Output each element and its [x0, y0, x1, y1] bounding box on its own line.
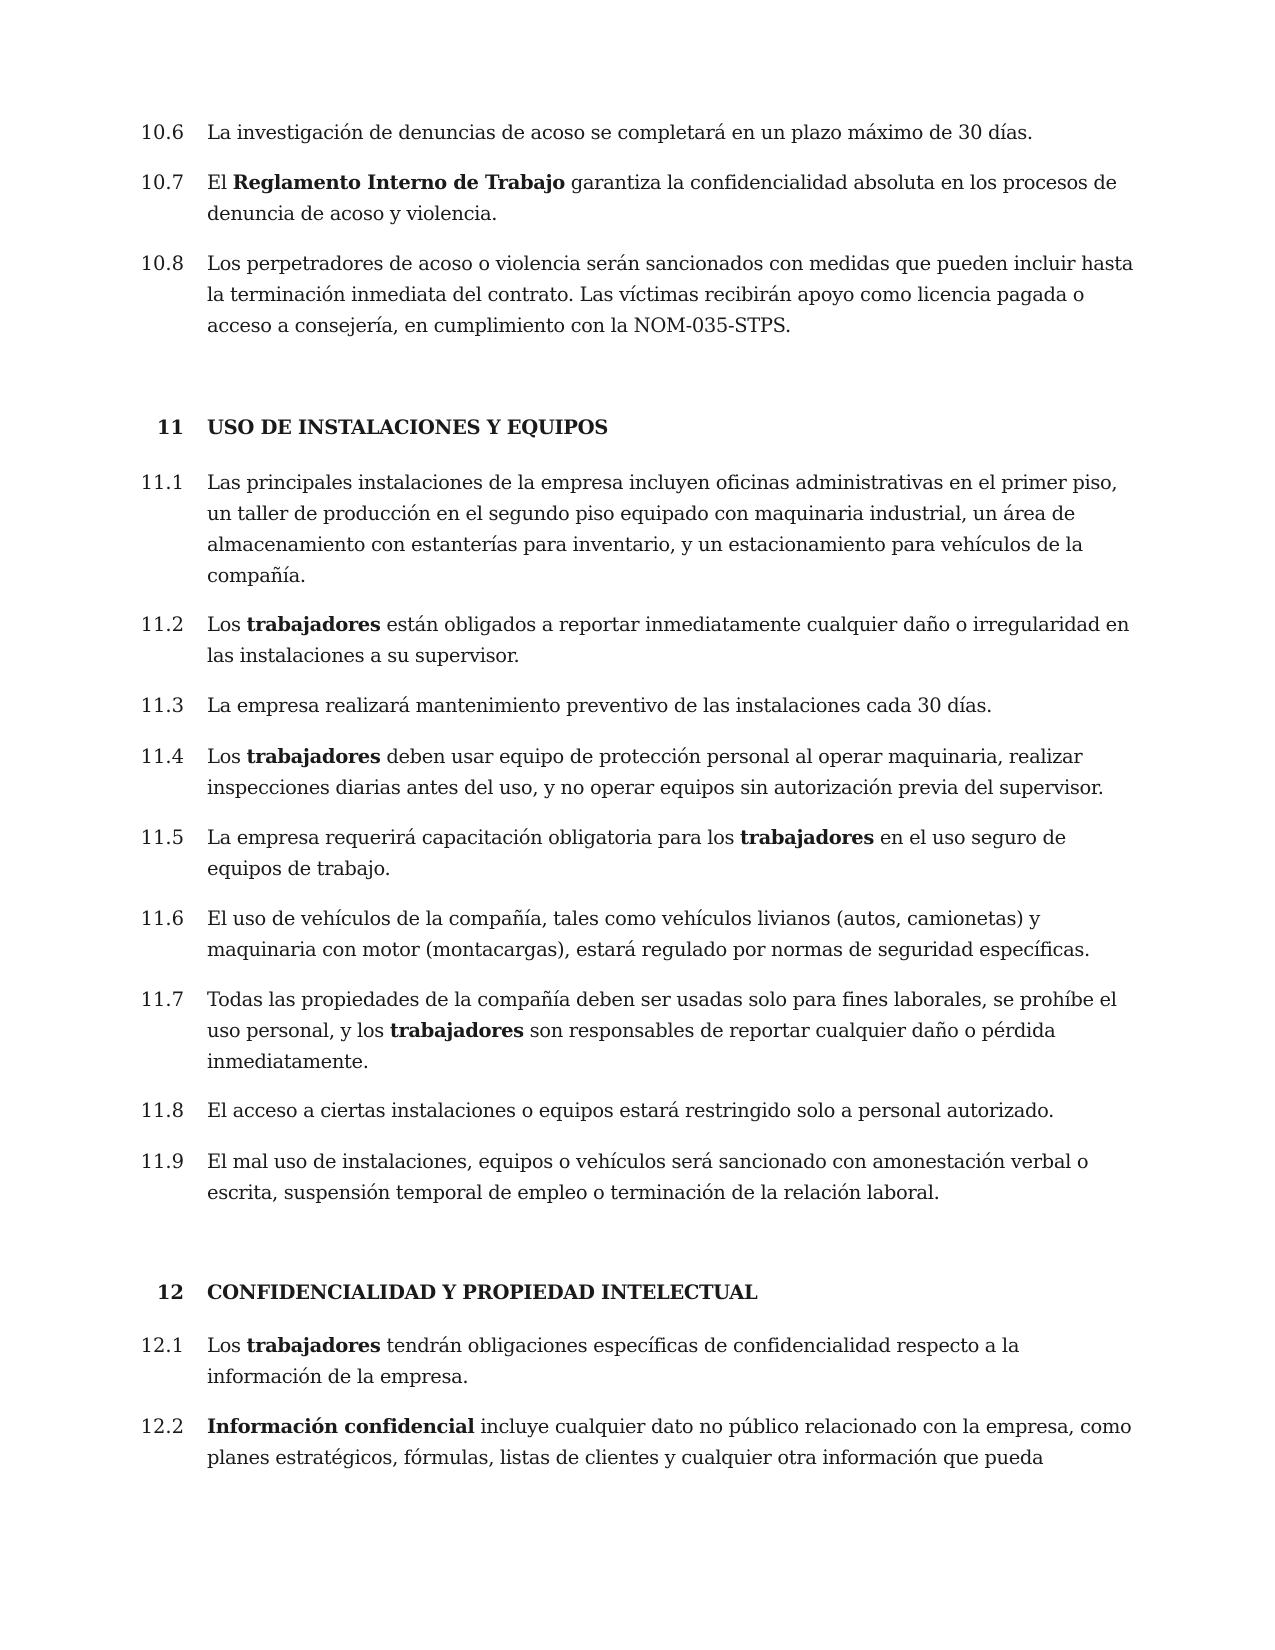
clause-number: 10.7	[140, 171, 184, 194]
clause-number: 11.3	[140, 694, 184, 717]
clause-text	[207, 167, 1137, 229]
clause-number: 11.7	[140, 988, 184, 1011]
bold-term: trabajadores	[246, 745, 381, 768]
clause-number: 11.4	[140, 745, 184, 768]
bold-term: CONFIDENCIALIDAD Y PROPIEDAD INTELECTUAL	[207, 1281, 758, 1304]
bold-term: Reglamento Interno de Trabajo	[232, 171, 565, 194]
bold-term: trabajadores	[246, 1334, 381, 1357]
text-run: El acceso a ciertas instalaciones o equipos estará restringido solo a personal autorizado.	[207, 1099, 1055, 1122]
clause-text	[207, 984, 1137, 1077]
bold-term: USO DE INSTALACIONES Y EQUIPOS	[207, 416, 608, 439]
section-title	[207, 1277, 1137, 1308]
clause-text	[207, 1411, 1137, 1473]
text-run: El	[207, 171, 233, 194]
bold-term: trabajadores	[246, 613, 381, 636]
clause-number: 12.2	[140, 1415, 184, 1438]
text-run: Los	[207, 613, 247, 636]
clause-number: 11.9	[140, 1150, 184, 1173]
clause-number: 10.6	[140, 121, 184, 144]
clause-text	[207, 248, 1137, 341]
bold-term: Información confidencial	[207, 1415, 475, 1438]
section-title	[207, 412, 1137, 443]
clause-number: 11.5	[140, 826, 184, 849]
clause-text	[207, 741, 1137, 803]
clause-number: 11.8	[140, 1099, 184, 1122]
text-run: garantiza la confidencialidad absoluta en los procesos de denuncia de acoso y violencia.	[207, 171, 1117, 225]
bold-term: trabajadores	[389, 1019, 524, 1042]
clause-number: 11.6	[140, 907, 184, 930]
text-run: La empresa realizará mantenimiento preventivo de las instalaciones cada 30 días.	[207, 694, 992, 717]
text-run: El uso de vehículos de la compañía, tales como vehículos livianos (autos, camionetas) y maquinaria con motor (montacargas), estará regulado por normas de seguridad específicas.	[207, 907, 1090, 961]
clause-text	[207, 822, 1137, 884]
clause-text	[207, 903, 1137, 965]
bold-term: trabajadores	[740, 826, 874, 849]
section-number: 12	[156, 1281, 184, 1304]
clause-text	[207, 690, 1137, 721]
clause-text	[207, 1095, 1137, 1126]
text-run: tendrán obligaciones específicas de confidencialidad respecto a la información de la empresa.	[207, 1334, 1020, 1388]
text-run: El mal uso de instalaciones, equipos o vehículos será sancionado con amonestación verbal o escrita, suspensión temporal de empleo o terminación de la relación laboral.	[207, 1150, 1089, 1204]
text-run: Todas las propiedades de la compañía deben ser usadas solo para fines laborales, se prohíbe el uso personal, y los	[207, 988, 1117, 1042]
text-run: en el uso seguro de equipos de trabajo.	[207, 826, 1066, 880]
clause-number: 11.2	[140, 613, 184, 636]
text-run: deben usar equipo de protección personal al operar maquinaria, realizar inspecciones diarias antes del uso, y no operar equipos sin autorización previa del supervisor.	[207, 745, 1104, 799]
text-run: Los	[207, 745, 247, 768]
clause-text	[207, 467, 1137, 591]
clause-number: 11.1	[140, 471, 184, 494]
section-number: 11	[156, 416, 184, 439]
clause-text	[207, 117, 1137, 148]
text-run: La investigación de denuncias de acoso se completará en un plazo máximo de 30 días.	[207, 121, 1033, 144]
text-run: están obligados a reportar inmediatamente cualquier daño o irregularidad en las instalaciones a su supervisor.	[207, 613, 1130, 667]
clause-text	[207, 1330, 1137, 1392]
text-run: Los perpetradores de acoso o violencia serán sancionados con medidas que pueden incluir hasta la terminación inmediata del contrato. Las víctimas recibirán apoyo como licencia pagada o acceso a consejería, en cumplimiento con la NOM-035-STPS.	[207, 252, 1133, 337]
text-run: incluye cualquier dato no público relacionado con la empresa, como planes estratégicos, fórmulas, listas de clientes y cualquier otra información que pueda	[207, 1415, 1132, 1469]
clause-text	[207, 1146, 1137, 1208]
text-run: La empresa requerirá capacitación obligatoria para los	[207, 826, 741, 849]
text-run: son responsables de reportar cualquier daño o pérdida inmediatamente.	[207, 1019, 1056, 1073]
clause-text	[207, 609, 1137, 671]
text-run: Las principales instalaciones de la empresa incluyen oficinas administrativas en el primer piso, un taller de producción en el segundo piso equipado con maquinaria industrial, un área de almacenamiento con estanterías para inventario, y un estacionamiento para vehículos de la compañía.	[207, 471, 1118, 587]
clause-number: 12.1	[140, 1334, 184, 1357]
text-run: Los	[207, 1334, 247, 1357]
clause-number: 10.8	[140, 252, 184, 275]
